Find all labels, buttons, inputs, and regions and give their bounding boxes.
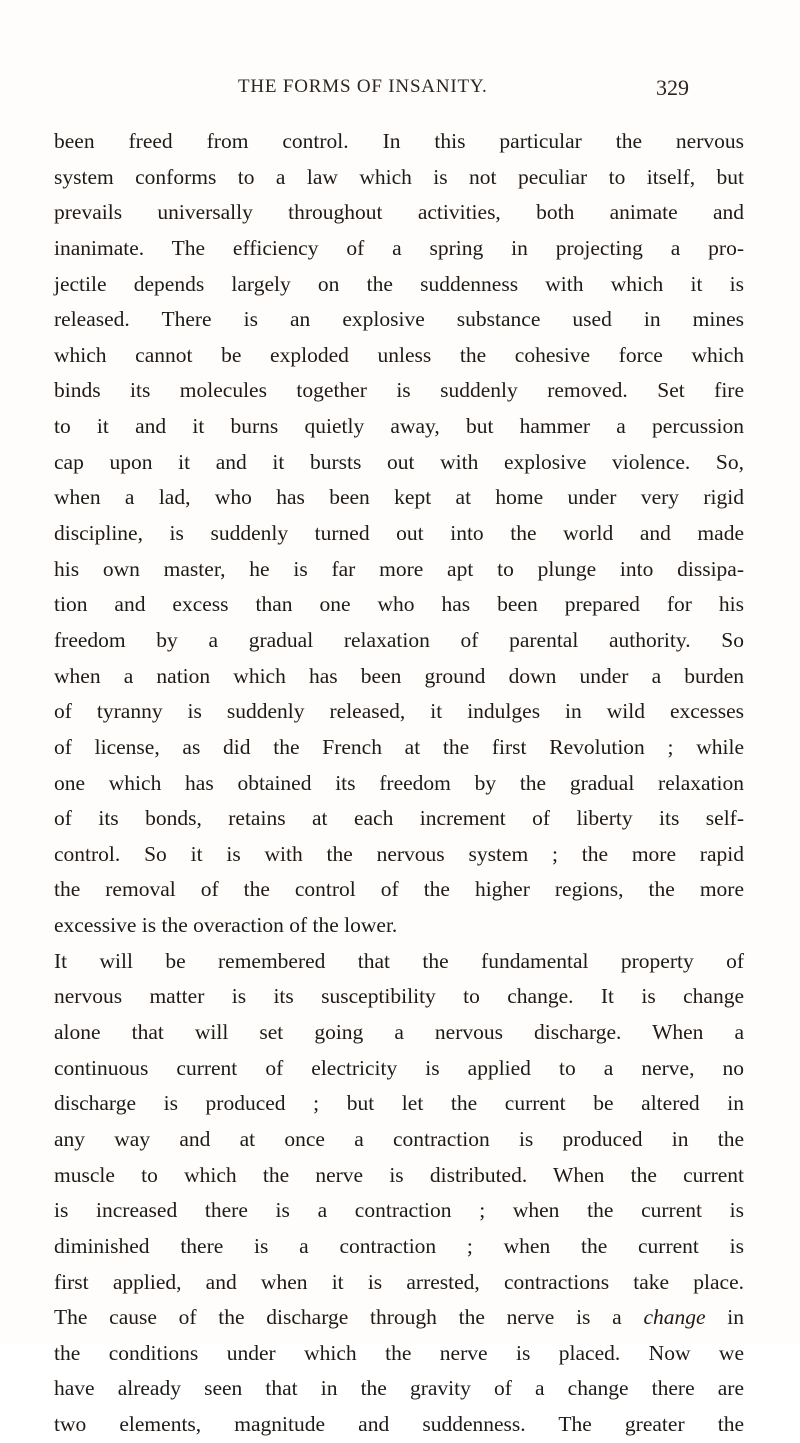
text-line: the removal of the control of the higher regions, the more: [54, 877, 744, 902]
text-line: muscle to which the nerve is distributed. When the current: [54, 1162, 744, 1187]
text-line: excessive is the overaction of the lower.: [54, 913, 398, 938]
text-line: when a nation which has been ground down under a burden: [54, 663, 744, 688]
page-number: 329: [656, 75, 689, 100]
text-line: one which has obtained its freedom by the gradual relaxation: [54, 770, 744, 795]
text-line: first applied, and when it is arrested, contractions take place.: [54, 1269, 744, 1294]
italic-word: change: [643, 1305, 706, 1330]
text-line: two elements, magnitude and suddenness. The greater the: [54, 1412, 744, 1437]
text-line: diminished there is a contraction ; when the current is: [54, 1233, 744, 1258]
text-line: the conditions under which the nerve is placed. Now we: [54, 1340, 744, 1365]
text-line: prevails universally throughout activities, both animate and: [54, 200, 744, 225]
text-line: tion and excess than one who has been prepared for his: [54, 592, 744, 617]
text-line: cap upon it and it bursts out with explosive violence. So,: [54, 449, 744, 474]
text-line: his own master, he is far more apt to plunge into dissipa-: [54, 556, 744, 581]
text-line: which cannot be exploded unless the cohesive force which: [54, 342, 744, 367]
text-line: of license, as did the French at the first Revolution ; while: [54, 734, 744, 759]
running-head: [0, 76, 800, 106]
text-line: been freed from control. In this particular the nervous: [54, 129, 744, 153]
body-text: [54, 124, 744, 1443]
text-line: jectile depends largely on the suddenness with which it is: [54, 271, 744, 296]
text-line: of its bonds, retains at each increment of liberty its self-: [54, 806, 744, 831]
text-line: when a lad, who has been kept at home under very rigid: [54, 485, 744, 510]
text-line: is increased there is a contraction ; when the current is: [54, 1198, 744, 1223]
text-segment: The cause of the discharge through the nerve is a: [54, 1305, 622, 1330]
text-line: have already seen that in the gravity of a change there are: [54, 1376, 744, 1401]
text-line: continuous current of electricity is applied to a nerve, no: [54, 1055, 744, 1080]
text-line: control. So it is with the nervous system ; the more rapid: [54, 841, 744, 866]
text-line: of tyranny is suddenly released, it indulges in wild excesses: [54, 699, 744, 724]
running-title: THE FORMS OF INSANITY.: [238, 76, 488, 97]
text-line: binds its molecules together is suddenly removed. Set fire: [54, 378, 744, 403]
text-line: released. There is an explosive substance used in mines: [54, 307, 744, 332]
text-line-with-italic: [54, 1300, 744, 1336]
text-line: discipline, is suddenly turned out into the world and made: [54, 521, 744, 546]
text-segment: in: [727, 1305, 744, 1330]
text-line: inanimate. The efficiency of a spring in projecting a pro-: [54, 235, 744, 260]
text-line: nervous matter is its susceptibility to change. It is change: [54, 984, 744, 1009]
text-line: any way and at once a contraction is produced in the: [54, 1126, 744, 1151]
text-line: freedom by a gradual relaxation of parental authority. So: [54, 627, 744, 652]
text-line: to it and it burns quietly away, but hammer a percussion: [54, 414, 744, 439]
text-line: discharge is produced ; but let the current be altered in: [54, 1091, 744, 1116]
text-line: It will be remembered that the fundamental property of: [54, 948, 744, 973]
text-line: alone that will set going a nervous discharge. When a: [54, 1020, 744, 1045]
text-line: system conforms to a law which is not peculiar to itself, but: [54, 164, 744, 189]
